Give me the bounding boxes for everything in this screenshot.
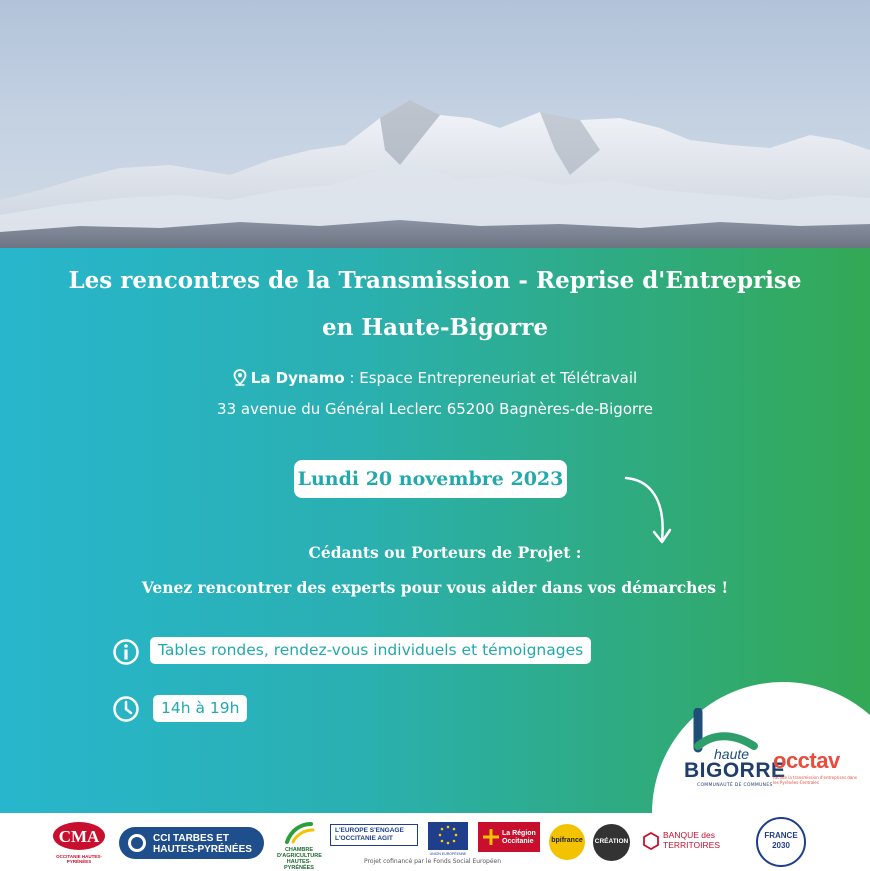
cci-name: CCI TARBES ET HAUTES-PYRÉNÉES	[153, 833, 252, 855]
occitan-cross-icon	[481, 827, 501, 847]
cofinance-note: Projet cofinancé par le Fonds Social Européen	[364, 858, 502, 865]
haute-bigorre-subtitle: COMMUNAUTÉ DE COMMUNES	[697, 783, 773, 788]
venue-description: : Espace Entrepreneuriat et Télétravail	[344, 369, 638, 387]
banque-name: BANQUE des TERRITOIRES	[663, 830, 720, 850]
creation-name: CRÉATION	[594, 838, 629, 845]
region-occitanie-logo	[478, 822, 540, 852]
mountain-banner	[0, 0, 870, 248]
eu-flag-logo	[428, 822, 468, 856]
location-pin-icon	[233, 369, 247, 386]
france-2030-logo	[756, 817, 806, 867]
haute-bigorre-logo: BIGORRE	[684, 759, 786, 782]
invitation-text: Venez rencontrer des experts pour vous aider dans vos démarches !	[141, 578, 729, 597]
banque-hex-icon	[643, 832, 659, 850]
cci-logo	[119, 827, 264, 859]
mountain-illustration	[0, 0, 870, 248]
occtav-logo: occtav	[773, 748, 840, 773]
france-2030-name: FRANCE 2030	[764, 831, 798, 850]
haute-bigorre-top: haute	[714, 746, 750, 762]
hours-label: 14h à 19h	[153, 695, 247, 722]
eu-label: UNION EUROPÉENNE	[429, 852, 467, 856]
europe-occitanie-logo	[330, 824, 418, 846]
bpifrance-logo	[549, 824, 585, 860]
cma-logo	[50, 820, 108, 865]
creation-logo	[593, 824, 630, 861]
venue-address: 33 avenue du Général Leclerc 65200 Bagnères-de-Bigorre	[217, 400, 653, 418]
svg-text:CMA: CMA	[58, 827, 100, 846]
audience-text: Cédants ou Porteurs de Projet :	[308, 543, 582, 562]
banque-des-territoires-logo	[643, 830, 743, 856]
event-title-line-1: Les rencontres de la Transmission - Reprise d'Entreprise	[68, 267, 802, 294]
cma-subtitle: OCCITANIE HAUTES-PYRÉNÉES	[56, 854, 102, 865]
chambre-name: CHAMBRE D'AGRICULTURE HAUTES-PYRÉNÉES	[277, 847, 322, 871]
event-date-badge: Lundi 20 novembre 2023	[294, 460, 567, 498]
occtav-tagline: Facilite la transmission d'entreprises dans les Pyrénées-Centrales	[773, 775, 857, 785]
chambre-agriculture-logo	[277, 820, 322, 871]
venue-name: La Dynamo	[250, 369, 345, 387]
eu-stars-icon	[428, 822, 468, 850]
venue-line	[0, 369, 870, 387]
info-icon	[112, 638, 140, 666]
cci-icon	[128, 834, 146, 852]
occitanie-name: La Région Occitanie	[502, 830, 536, 845]
europe-slogan: L'EUROPE S'ENGAGE L'OCCITANIE AGIT	[335, 827, 404, 842]
event-title-line-2: en Haute-Bigorre	[322, 314, 548, 341]
clock-icon	[112, 695, 140, 723]
bpifrance-name: bpifrance	[551, 837, 583, 844]
activities-label: Tables rondes, rendez-vous individuels et témoignages	[150, 637, 591, 664]
curved-arrow-icon	[620, 470, 676, 548]
